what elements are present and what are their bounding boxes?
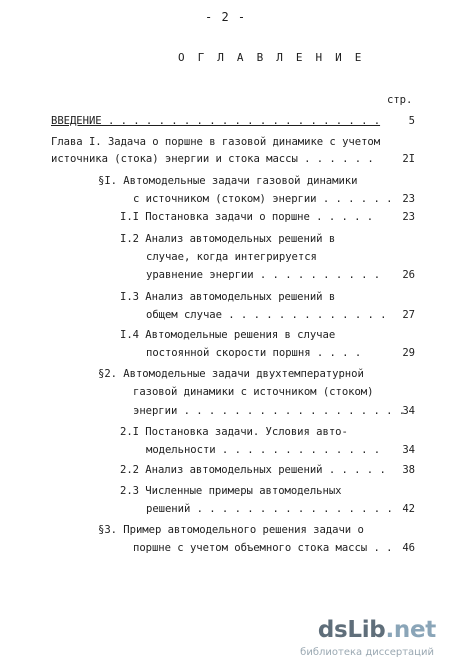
toc-entry-2-3-line-2: решений . . . . . . . . . . . . . . . . <box>146 503 393 515</box>
toc-entry-1-2-page: 26 <box>402 269 415 281</box>
toc-entry-section-2-line-1: §2. Автомодельные задачи двухтемпературной <box>98 368 364 380</box>
toc-entry-2-1-line-2: модельности . . . . . . . . . . . . . <box>146 444 381 456</box>
toc-entry-2-3-page: 42 <box>402 503 415 515</box>
toc-entry-section-1-line-2: с источником (стоком) энергии . . . . . . <box>133 193 393 205</box>
dslib-watermark-link[interactable] <box>300 617 440 661</box>
toc-entry-section-3-line-2: поршне с учетом объемного стока массы . . <box>133 542 393 554</box>
toc-entry-chapter-1-page: 2I <box>402 153 415 165</box>
toc-entry-2-2-line-1: 2.2 Анализ автомодельных решений . . . . . <box>120 464 386 476</box>
toc-entry-chapter-1-line-1: Глава I. Задача о поршне в газовой динамике с учетом <box>51 136 381 148</box>
toc-entry-1-3-page: 27 <box>402 309 415 321</box>
toc-entry-intro-line-1: ВВЕДЕНИЕ . . . . . . . . . . . . . . . . . . . . . . <box>51 115 381 127</box>
toc-entry-1-4-page: 29 <box>402 347 415 359</box>
toc-entry-section-3-line-1: §3. Пример автомодельного решения задачи о <box>98 524 364 536</box>
toc-entry-chapter-1-line-2: источника (стока) энергии и стока массы . . . . . . <box>51 153 374 165</box>
toc-entry-1-1-line-1: I.I Постановка задачи о поршне . . . . . <box>120 211 374 223</box>
toc-entry-1-3-line-2: общем случае . . . . . . . . . . . . . <box>146 309 387 321</box>
toc-entry-section-2-page: 34 <box>402 405 415 417</box>
toc-entry-2-1-page: 34 <box>402 444 415 456</box>
page-column-header: стр. <box>387 94 413 106</box>
dslib-tagline: библиотека диссертаций <box>300 647 434 658</box>
toc-entry-1-2-line-1: I.2 Анализ автомодельных решений в <box>120 233 336 245</box>
toc-entry-1-3-line-1: I.3 Анализ автомодельных решений в <box>120 291 336 303</box>
toc-entry-section-2-line-3: энергии . . . . . . . . . . . . . . . . . . <box>133 405 406 417</box>
toc-entry-intro-page: 5 <box>408 115 415 127</box>
toc-entry-1-1-page: 23 <box>402 211 415 223</box>
page-number: - 2 - <box>205 10 247 24</box>
toc-entry-1-2-line-2: случае, когда интегрируется <box>146 251 317 263</box>
toc-entry-section-1-page: 23 <box>402 193 415 205</box>
toc-entry-1-2-line-3: уравнение энергии . . . . . . . . . . <box>146 269 381 281</box>
toc-entry-section-2-line-2: газовой динамики с источником (стоком) <box>133 386 374 398</box>
toc-entry-2-3-line-1: 2.3 Численные примеры автомодельных <box>120 485 342 497</box>
page-title: О Г Л А В Л Е Н И Е <box>178 51 365 64</box>
toc-entry-section-3-page: 46 <box>402 542 415 554</box>
toc-entry-1-4-line-1: I.4 Автомодельные решения в случае <box>120 329 336 341</box>
toc-entry-section-1-line-1: §I. Автомодельные задачи газовой динамики <box>98 175 358 187</box>
toc-entry-2-2-page: 38 <box>402 464 415 476</box>
toc-entry-2-1-line-1: 2.I Постановка задачи. Условия авто- <box>120 426 348 438</box>
dslib-logo: dsLib.net <box>317 617 436 643</box>
toc-entry-1-4-line-2: постоянной скорости поршня . . . . <box>146 347 362 359</box>
